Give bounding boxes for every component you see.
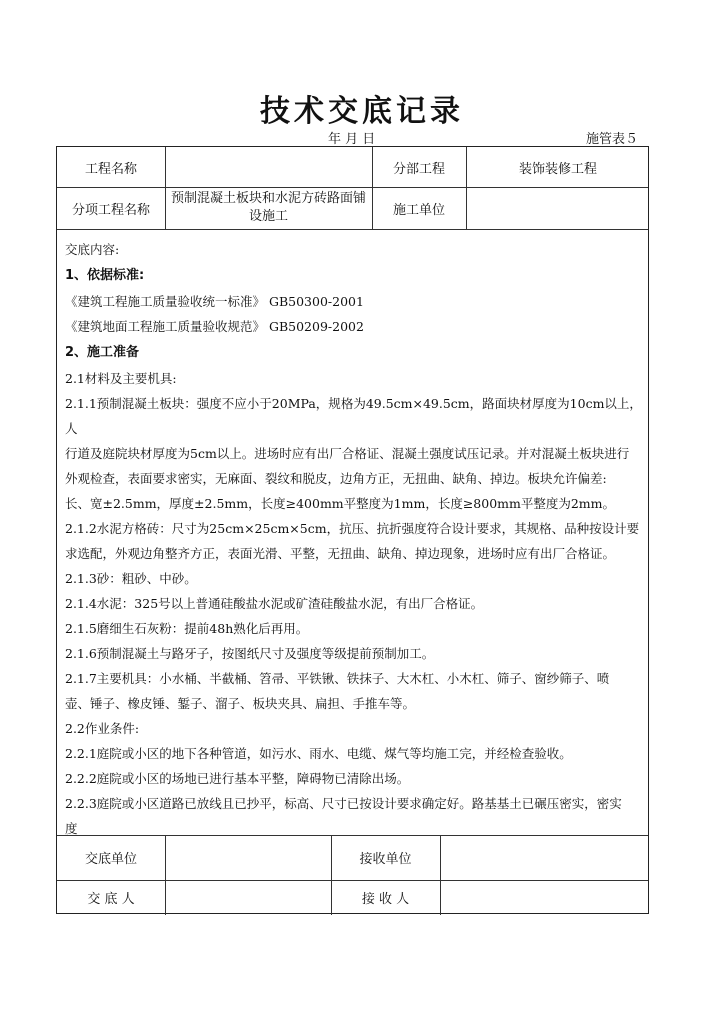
briefing-content <box>65 237 645 841</box>
issuer-label: 交 底 人 <box>87 892 135 907</box>
paragraph: 2.2.2庭院或小区的场地已进行基本平整，障碍物已清除出场。 <box>65 771 410 786</box>
paragraph: 2.2.3庭院或小区道路已放线且已抄平，标高、尺寸已按设计要求确定好。路基基土已碾压密实，密实 <box>65 796 622 811</box>
receiver-unit-label: 接收单位 <box>359 852 412 867</box>
paragraph: 求选配，外观边角整齐方正，表面光滑、平整，无扭曲、缺角、掉边现象，进场时应有出厂合格证。 <box>65 546 616 561</box>
issuer-unit-label: 交底单位 <box>84 852 137 867</box>
section-heading: 1、依据标准: <box>65 268 145 283</box>
issuer-value <box>165 880 331 915</box>
paragraph: 2.1.4水泥：325号以上普通硅酸盐水泥或矿渣硅酸盐水泥，有出厂合格证。 <box>65 596 484 611</box>
paragraph: 2.1.2水泥方格砖：尺寸为25cm×25cm×5cm，抗压、抗折强度符合设计要求，其规格、品种按设计要 <box>65 521 640 536</box>
date-field: 年 月 日 <box>328 132 376 147</box>
section-heading: 2、施工准备 <box>65 345 140 360</box>
project-name-value <box>165 147 372 187</box>
paragraph: 2.2作业条件: <box>65 721 140 736</box>
paragraph: 2.1.1预制混凝土板块：强度不应小于20MPa，规格为49.5cm×49.5cm，路面块材厚度为10cm以上，人 <box>65 396 642 436</box>
form-number: 施管表５ <box>585 132 638 147</box>
construction-unit-value <box>466 187 650 229</box>
page-title: 技术交底记录 <box>260 94 464 129</box>
receiver-unit-value <box>440 835 650 880</box>
paragraph: 2.1.3砂：粗砂、中砂。 <box>65 571 197 586</box>
standard-item: 《建筑地面工程施工质量验收规范》 GB50209-2002 <box>65 319 364 334</box>
project-name-label: 工程名称 <box>84 161 137 177</box>
paragraph: 2.1.7主要机具：小水桶、半截桶、笤帚、平铁锹、铁抹子、大木杠、小木杠、筛子、窗纱筛子、喷 <box>65 671 610 686</box>
paragraph: 外观检查，表面要求密实，无麻面、裂纹和脱皮，边角方正，无扭曲、缺角、掉边。板块允许偏差: <box>65 471 607 486</box>
record-sheet <box>56 146 649 914</box>
paragraph: 度 <box>65 821 78 836</box>
paragraph: 行道及庭院块材厚度为5cm以上。进场时应有出厂合格证、混凝土强度试压记录。并对混凝土板块进行 <box>65 446 630 461</box>
standard-item: 《建筑工程施工质量验收统一标准》 GB50300-2001 <box>65 294 364 309</box>
paragraph: 壶、锤子、橡皮锤、錾子、溜子、板块夹具、扁担、手推车等。 <box>65 696 416 711</box>
sub-project-label: 分部工程 <box>392 161 445 177</box>
paragraph: 2.2.1庭院或小区的地下各种管道，如污水、雨水、电缆、煤气等均施工完，并经检查验收。 <box>65 746 572 761</box>
paragraph: 2.1.6预制混凝土与路牙子，按图纸尺寸及强度等级提前预制加工。 <box>65 646 435 661</box>
row-divider <box>57 229 648 230</box>
item-name-label: 分项工程名称 <box>71 202 150 218</box>
content-intro: 交底内容: <box>65 242 120 257</box>
receiver-label: 接 收 人 <box>361 892 410 907</box>
issuer-unit-value <box>165 835 331 880</box>
paragraph: 2.1.5磨细生石灰粉：提前48h熟化后再用。 <box>65 621 309 636</box>
paragraph: 2.1材料及主要机具: <box>65 371 177 386</box>
sub-project-value: 装饰装修工程 <box>518 161 597 177</box>
receiver-value <box>440 880 650 915</box>
construction-unit-label: 施工单位 <box>392 202 445 218</box>
paragraph: 长、宽±2.5mm，厚度±2.5mm，长度≥400mm平整度为1mm，长度≥800mm平整度为2mm。 <box>65 496 616 511</box>
item-name-value: 预制混凝土板块和水泥方砖路面铺设施工 <box>171 191 367 224</box>
